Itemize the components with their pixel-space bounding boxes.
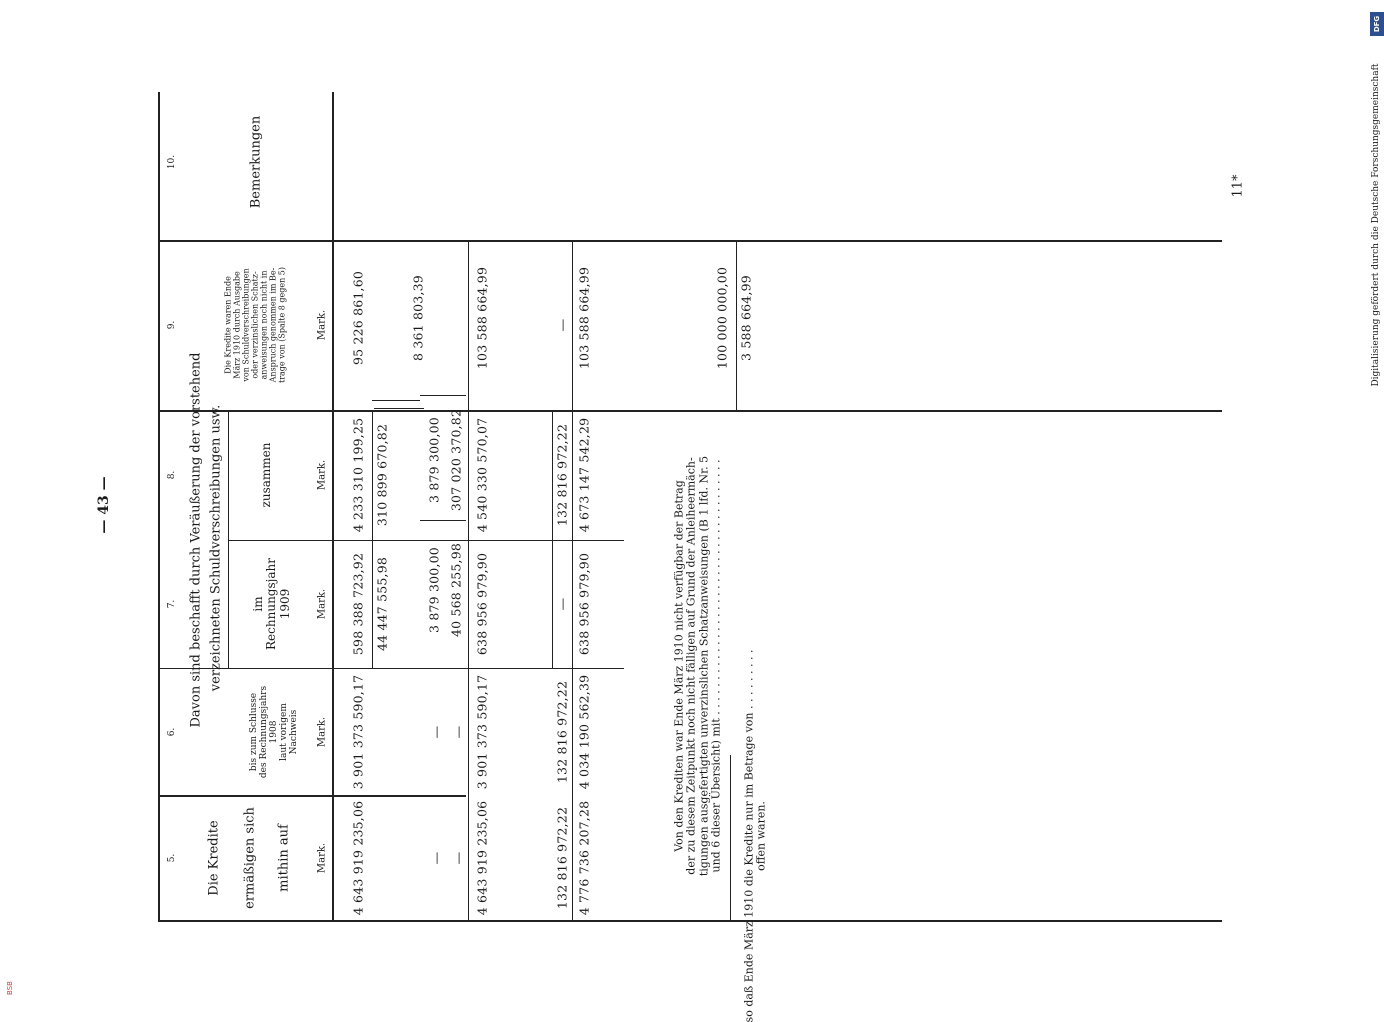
r5-col8: 132 816 972,22 — [554, 423, 570, 527]
col9-unit: Mark. — [316, 309, 328, 341]
col5-title-line2: ermäßigen sich — [242, 807, 258, 909]
r3-col8a: 3 879 300,00 — [426, 417, 442, 503]
r1-col7: 598 388 723,92 — [350, 552, 366, 656]
library-stamp: BSB — [6, 981, 14, 995]
footer-mark: 11* — [1230, 174, 1246, 198]
r1-col6: 3 901 373 590,17 — [350, 674, 366, 790]
col9-number: 9. — [167, 320, 177, 330]
table-top-rule — [158, 920, 1222, 922]
col9-header: Die Kredite waren Ende März 1910 durch Ausgabe von Schuldverschreibungen oder verzinslichen Schatz- anweisungen noch nicht in Anspruch genommen im Be- trage von (Spalte 8 gegen 5) — [223, 266, 287, 384]
note1-value: 100 000 000,00 — [714, 266, 730, 370]
group-header-line2: verzeichneten Schuldverschreibungen usw. — [208, 404, 224, 692]
r6-col9: 103 588 664,99 — [576, 266, 592, 370]
dfg-logo — [1370, 12, 1384, 36]
digitization-credit: Digitalisierung gefördert durch die Deutsche Forschungsgemeinschaft — [1371, 63, 1381, 387]
col7-unit: Mark. — [316, 588, 328, 620]
col5-title-line1: Die Kredite — [206, 820, 222, 896]
col6-number: 6. — [167, 727, 177, 737]
group-header-line1: Davon sind beschafft durch Veräußerung der vorstehend — [188, 352, 204, 728]
r2-col8: 310 899 670,82 — [374, 423, 390, 527]
note2-text: so daß Ende März 1910 die Kredite nur im Betrage von . . . . . . . . . offen waren. — [742, 649, 768, 1022]
rule-r1-r2 — [372, 410, 373, 668]
col8-unit: Mark. — [316, 459, 328, 491]
col5-number: 5. — [167, 853, 177, 863]
r4-col8: 4 540 330 570,07 — [474, 417, 490, 533]
col6-unit: Mark. — [316, 716, 328, 748]
r1-col9: 95 226 861,60 — [350, 270, 366, 366]
rule-r4-r5 — [552, 410, 553, 668]
rule-header-bottom — [332, 92, 334, 920]
col6-header: bis zum Schlusse des Rechnungsjahrs 1908 laut vorigem Nachweis — [248, 685, 300, 779]
r5-col7: — — [554, 597, 570, 611]
note2-value: 3 588 664,99 — [738, 275, 754, 361]
rule-col8-r3-top — [372, 400, 420, 401]
dfg-logo-text: DFG — [1373, 15, 1381, 33]
r3-col8b: 307 020 370,82 — [448, 408, 464, 512]
rule-notes-left — [730, 755, 731, 920]
r6-col8: 4 673 147 542,29 — [576, 417, 592, 533]
col5-title-line3: mithin auf — [276, 824, 292, 892]
r6-col6: 4 034 190 562,39 — [576, 674, 592, 790]
r5-col9: — — [554, 318, 570, 332]
col10-header: Bemerkungen — [248, 115, 264, 209]
rule-col8-r3 — [420, 395, 466, 396]
table-rule-col7 — [228, 540, 624, 541]
r4-col6: 3 901 373 590,17 — [474, 674, 490, 790]
rule-sum2 — [572, 240, 573, 920]
r4-col9: 103 588 664,99 — [474, 266, 490, 370]
r3-col7b: 40 568 255,98 — [448, 542, 464, 638]
note1-text: Von den Krediten war Ende März 1910 nicht verfügbar der Betrag der zu diesem Zeitpunkt noch nicht fälligen auf Grund der Anleiheermäch- tigungen ausgefertigten unverzinslichen Schatzanweisungen (B 1 lfd. Nr. 5 und 6 dieser Übersicht) mit . . . . . . . . . . . . . . . . . . . . . . . . . . . . . . . . . . . . . — [672, 455, 723, 877]
r3-col6: — — [450, 725, 466, 739]
rule-notes-col9 — [736, 240, 737, 410]
table-rule-col8 — [158, 410, 1222, 412]
col7-header: im Rechnungsjahr 1909 — [250, 558, 292, 650]
col8-header: zusammen — [259, 442, 273, 508]
r2-col9: 8 361 803,39 — [410, 275, 426, 361]
r2-col6: — — [428, 725, 444, 739]
r6-col7: 638 956 979,90 — [576, 552, 592, 656]
r5-col6: 132 816 972,22 — [554, 680, 570, 784]
col7-number: 7. — [167, 599, 177, 609]
r2-col5: — — [428, 851, 444, 865]
r1-col8: 4 233 310 199,25 — [350, 417, 366, 533]
rule-sum1 — [468, 240, 469, 920]
r4-col5: 4 643 919 235,06 — [474, 800, 490, 916]
rule-col9-bracket — [374, 408, 424, 409]
table-rule-col9 — [158, 240, 1222, 242]
col5-unit: Mark. — [316, 842, 328, 874]
r2-col7: 44 447 555,98 — [374, 556, 390, 652]
col10-number: 10. — [167, 154, 177, 170]
table-left-rule — [158, 92, 160, 920]
page-number: — 43 — — [96, 476, 112, 534]
r1-col5: 4 643 919 235,06 — [350, 800, 366, 916]
rule-col7-r3 — [420, 520, 466, 521]
r3-col7a: 3 879 300,00 — [426, 547, 442, 633]
rule-group-header — [228, 410, 229, 668]
r4-col7: 638 956 979,90 — [474, 552, 490, 656]
table-rule-col5 — [158, 795, 466, 797]
table-rule-col6 — [158, 668, 624, 669]
r5-col5: 132 816 972,22 — [554, 806, 570, 910]
r3-col5: — — [450, 851, 466, 865]
r6-col5: 4 776 736 207,28 — [576, 800, 592, 916]
col8-number: 8. — [167, 470, 177, 480]
